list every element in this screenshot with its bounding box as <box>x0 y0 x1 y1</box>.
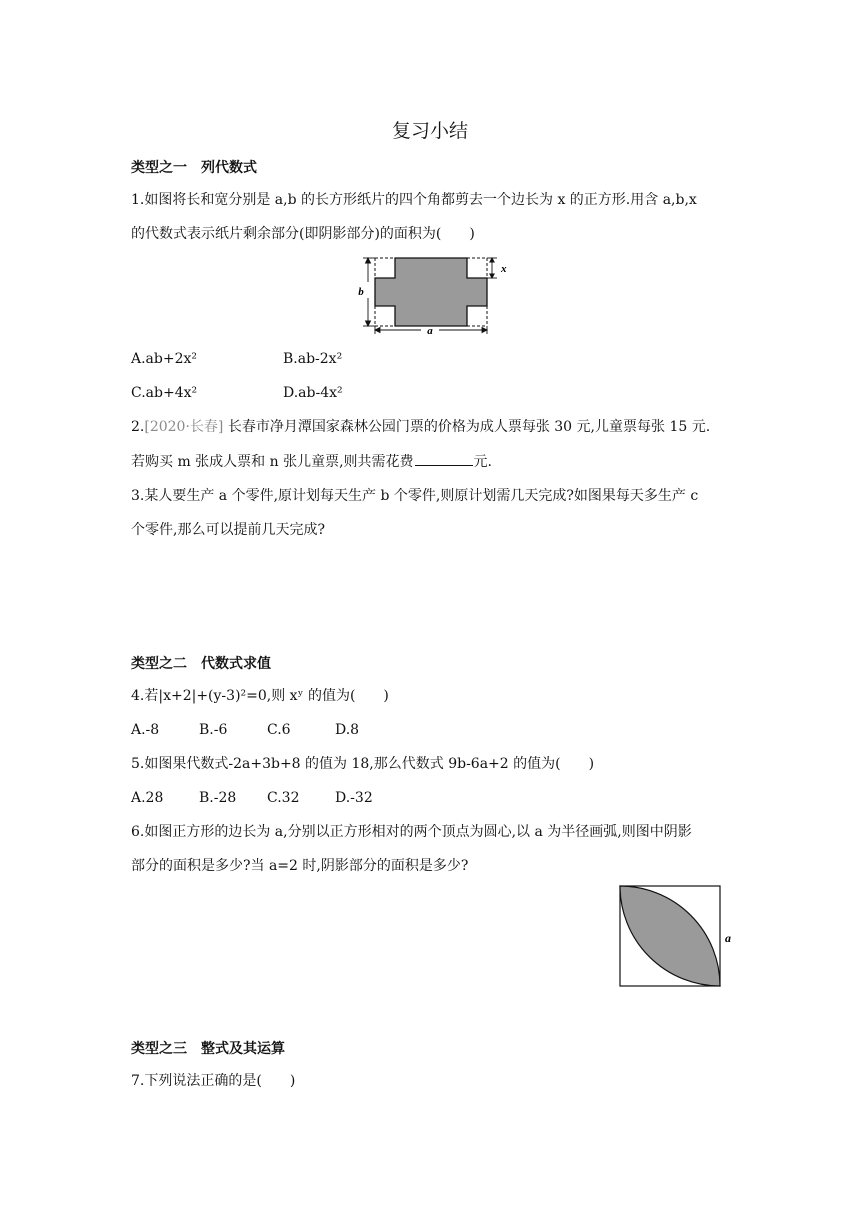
label-b: b <box>358 286 364 298</box>
section-heading-3: 类型之三 整式及其运算 <box>131 1041 285 1057</box>
q1-option-d: D.ab-4x² <box>283 385 343 401</box>
question-3-line-1: 3.某人要生产 a 个零件,原计划每天生产 b 个零件,则原计划需几天完成?如图果每天多生产 c <box>131 488 699 504</box>
question-3-line-2: 个零件,那么可以提前几天完成? <box>131 522 325 538</box>
figure-2-square <box>618 884 742 990</box>
q5-option-d: D.-32 <box>335 790 373 806</box>
page-title: 复习小结 <box>391 120 468 142</box>
answer-blank[interactable] <box>415 451 473 466</box>
question-1-line-1: 1.如图将长和宽分别是 a,b 的长方形纸片的四个角都剪去一个边长为 x 的正方形.用含 a,b,x <box>131 192 697 208</box>
question-5: 5.如图果代数式-2a+3b+8 的值为 18,那么代数式 9b-6a+2 的值为( ) <box>131 756 595 772</box>
question-6-line-1: 6.如图正方形的边长为 a,分别以正方形相对的两个顶点为圆心,以 a 为半径画弧,则图中阴影 <box>131 824 692 840</box>
source-tag: [2020·长春] <box>144 419 224 435</box>
q2-number: 2. <box>131 419 145 435</box>
figure-1-rectangle <box>355 252 515 338</box>
question-4: 4.若|x+2|+(y-3)²=0,则 xʸ 的值为( ) <box>131 688 389 704</box>
q5-option-a: A.28 <box>131 790 164 806</box>
q4-option-c: C.6 <box>267 722 291 738</box>
label-a: a <box>427 325 433 337</box>
label-x: x <box>501 263 507 275</box>
question-6-line-2: 部分的面积是多少?当 a=2 时,阴影部分的面积是多少? <box>131 858 469 874</box>
section-heading-2: 类型之二 代数式求值 <box>131 656 271 672</box>
q2-text-2: 若购买 m 张成人票和 n 张儿童票,则共需花费 <box>131 454 414 470</box>
q1-option-a: A.ab+2x² <box>131 351 198 367</box>
shaded-region <box>375 258 487 326</box>
q1-option-b: B.ab-2x² <box>283 351 343 367</box>
question-7: 7.下列说法正确的是( ) <box>131 1073 296 1089</box>
q4-option-a: A.-8 <box>131 722 160 738</box>
question-1-line-2: 的代数式表示纸片剩余部分(即阴影部分)的面积为( ) <box>131 226 475 242</box>
question-2-line-2 <box>131 451 492 472</box>
q5-option-c: C.32 <box>267 790 300 806</box>
q2-text: 长春市净月潭国家森林公园门票的价格为成人票每张 30 元,儿童票每张 15 元. <box>223 419 711 435</box>
q1-option-c: C.ab+4x² <box>131 385 198 401</box>
question-2-line-1 <box>131 417 710 437</box>
q5-option-b: B.-28 <box>199 790 237 806</box>
q4-option-d: D.8 <box>335 722 360 738</box>
q4-option-b: B.-6 <box>199 722 228 738</box>
section-heading-1: 类型之一 列代数式 <box>131 160 257 176</box>
q2-unit: 元. <box>473 454 492 470</box>
label-a: a <box>725 931 731 945</box>
